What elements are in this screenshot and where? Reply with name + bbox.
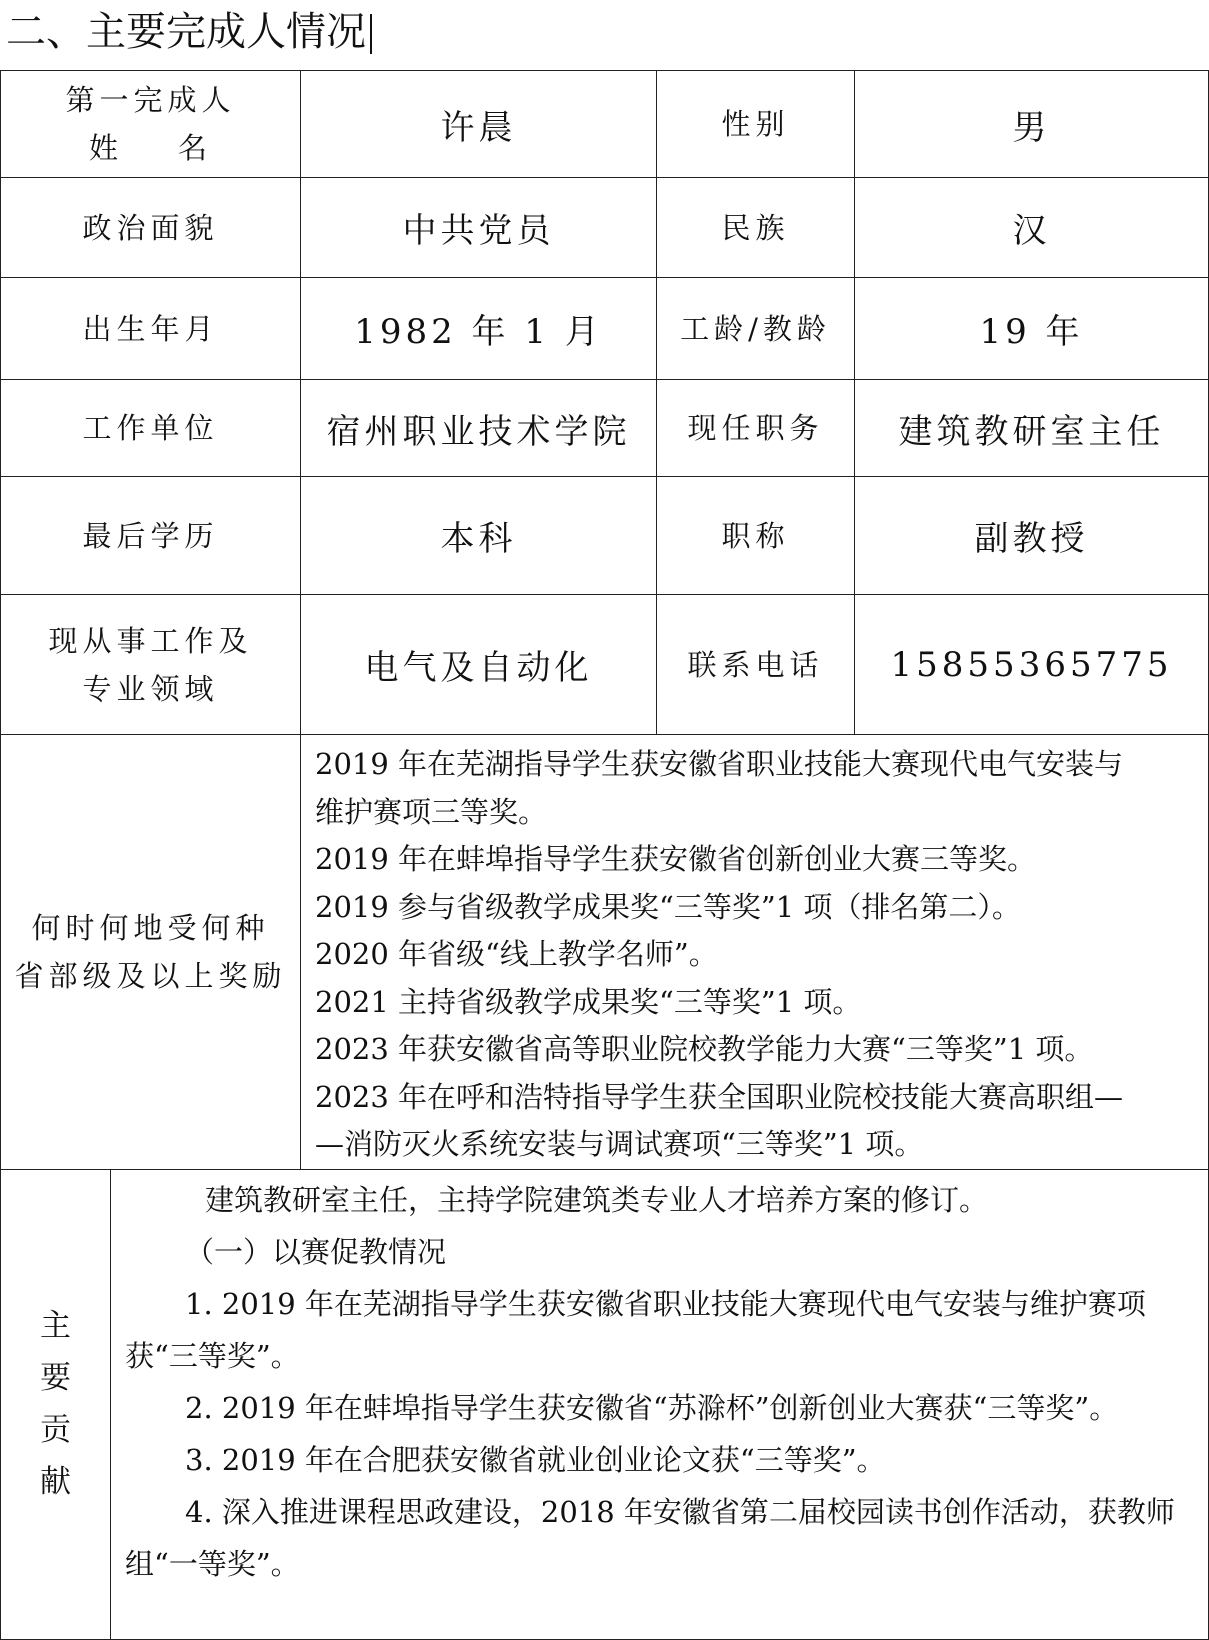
award-line: 2023 年在呼和浩特指导学生获全国职业院校技能大赛高职组—	[315, 1079, 1124, 1114]
contribution-label-char: 贡	[40, 1412, 71, 1448]
gender-value: 男	[855, 71, 1209, 178]
table-row	[1, 595, 1209, 735]
award-line: 2019 年在芜湖指导学生获安徽省职业技能大赛现代电气安装与	[315, 747, 1124, 781]
contribution-paragraph: 4. 深入推进课程思政建设，2018 年安徽省第二届校园读书创作活动，获教师组“一等奖”。	[125, 1494, 1175, 1581]
award-line: 2019 年在蚌埠指导学生获安徽省创新创业大赛三等奖。	[315, 842, 1037, 876]
field-label	[1, 595, 301, 735]
table-row	[1, 1169, 1209, 1639]
section-heading	[6, 4, 372, 60]
name-label-char-2: 名	[178, 131, 213, 165]
contribution-label-char: 主	[40, 1308, 71, 1344]
section-title: 二、主要完成人情况	[6, 9, 366, 55]
awards-content	[301, 735, 1209, 1170]
award-line: 2021 主持省级教学成果奖“三等奖”1 项。	[315, 984, 862, 1019]
contribution-paragraph: 3. 2019 年在合肥获安徽省就业创业论文获“三等奖”。	[185, 1442, 886, 1477]
title-value: 副教授	[855, 477, 1209, 595]
unit-value: 宿州职业技术学院	[301, 380, 657, 477]
award-line: —消防灭火系统安装与调试赛项“三等奖”1 项。	[315, 1127, 924, 1161]
ethnic-value: 汉	[855, 178, 1209, 278]
birth-value: 1982 年 1 月	[301, 278, 657, 380]
contribution-paragraph: （一）以赛促教情况	[185, 1234, 447, 1269]
position-label: 现任职务	[657, 380, 855, 477]
text-cursor	[370, 14, 372, 54]
unit-label: 工作单位	[1, 380, 301, 477]
contribution-paragraph: 建筑教研室主任，主持学院建筑类专业人才培养方案的修订。	[205, 1182, 989, 1217]
field-label-line1: 现从事工作及	[48, 623, 253, 658]
table-row	[1, 735, 1209, 1170]
awards-label-line1: 何时何地受何种	[31, 910, 270, 945]
contribution-paragraph: 1. 2019 年在芜湖指导学生获安徽省职业技能大赛现代电气安装与维护赛项获“三等奖”。	[125, 1286, 1146, 1373]
education-value: 本科	[301, 477, 657, 595]
table-row	[1, 477, 1209, 595]
political-label: 政治面貌	[1, 178, 301, 278]
education-label: 最后学历	[1, 477, 301, 595]
contribution-paragraph: 2. 2019 年在蚌埠指导学生获安徽省“苏滁杯”创新创业大赛获“三等奖”。	[185, 1390, 1119, 1425]
table-row	[1, 278, 1209, 380]
political-value: 中共党员	[301, 178, 657, 278]
award-line: 2023 年获安徽省高等职业院校教学能力大赛“三等奖”1 项。	[315, 1032, 1094, 1066]
table-row	[1, 71, 1209, 178]
contribution-content	[111, 1169, 1209, 1639]
field-value: 电气及自动化	[301, 595, 657, 735]
phone-value: 15855365775	[855, 595, 1209, 735]
birth-label: 出生年月	[1, 278, 301, 380]
field-label-line2: 专业领域	[82, 671, 219, 706]
contribution-label-char: 要	[40, 1360, 71, 1396]
contribution-label-char: 献	[40, 1464, 71, 1500]
name-value: 许晨	[301, 71, 657, 178]
seniority-label: 工龄/教龄	[657, 278, 855, 380]
name-label-line1: 第一完成人	[65, 83, 236, 117]
award-line: 2019 参与省级教学成果奖“三等奖”1 项（排名第二）。	[315, 889, 1021, 924]
contribution-label	[1, 1169, 111, 1639]
awards-label	[1, 735, 301, 1170]
phone-label: 联系电话	[657, 595, 855, 735]
award-line: 维护赛项三等奖。	[315, 794, 548, 829]
seniority-value: 19 年	[855, 278, 1209, 380]
name-label-char-1: 姓	[88, 131, 178, 165]
position-value: 建筑教研室主任	[855, 380, 1209, 477]
ethnic-label: 民族	[657, 178, 855, 278]
name-label-line2	[1, 124, 300, 172]
title-label: 职称	[657, 477, 855, 595]
table-row	[1, 380, 1209, 477]
info-table	[0, 70, 1209, 1640]
awards-label-line2: 省部级及以上奖励	[14, 958, 287, 993]
award-line: 2020 年省级“线上教学名师”。	[315, 937, 718, 971]
table-row	[1, 178, 1209, 278]
name-label	[1, 71, 301, 178]
gender-label: 性别	[657, 71, 855, 178]
